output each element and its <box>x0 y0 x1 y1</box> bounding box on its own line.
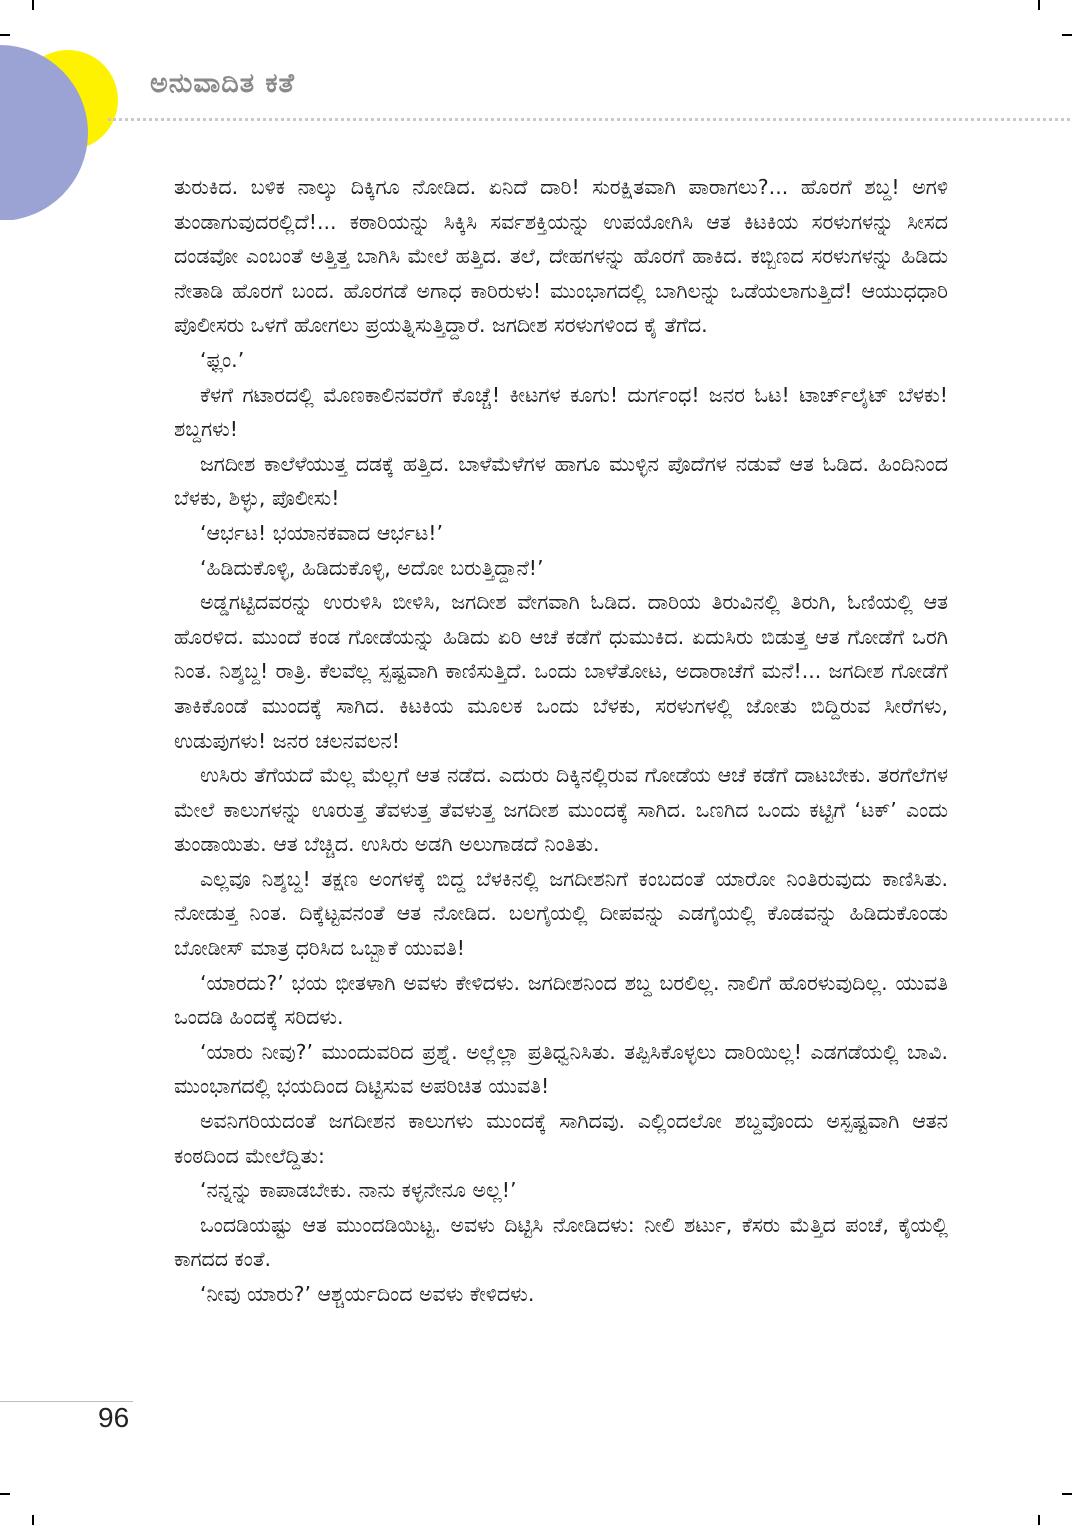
paragraph: ‘ಯಾರದು?’ ಭಯ ಭೀತಳಾಗಿ ಅವಳು ಕೇಳಿದಳು. ಜಗದೀಶನಿಂದ ಶಬ್ದ ಬರಲಿಲ್ಲ. ನಾಲಿಗೆ ಹೊರಳುವುದಿಲ್ಲ. ಯುವತಿ ಒಂದಡಿ ಹಿಂದಕ್ಕೆ ಸರಿದಳು. <box>174 970 948 1030</box>
paragraph: ‘ನೀವು ಯಾರು?’ ಆಶ್ಚರ್ಯದಿಂದ ಅವಳು ಕೇಳಿದಳು. <box>200 1282 535 1306</box>
header-dotted-rule <box>108 118 1070 121</box>
paragraph: ‘ಹಿಡಿದುಕೊಳ್ಳಿ, ಹಿಡಿದುಕೊಳ್ಳಿ, ಅದೋ ಬರುತ್ತಿದ್ದಾನೆ!’ <box>200 555 544 580</box>
decorative-circles <box>0 0 160 220</box>
crop-mark-bottom-right-side <box>1062 1493 1072 1495</box>
paragraph: ಒಂದಡಿಯಷ್ಟು ಆತ ಮುಂದಡಿಯಿಟ್ಟ. ಅವಳು ದಿಟ್ಟಿಸಿ ನೋಡಿದಳು: ನೀಲಿ ಶರ್ಟು, ಕೆಸರು ಮೆತ್ತಿದ ಪಂಚೆ, ಕೈಯಲ್ಲಿ ಕಾಗದದ ಕಂತೆ. <box>174 1212 948 1272</box>
paragraph: ಕೆಳಗೆ ಗಟಾರದಲ್ಲಿ ಮೊಣಕಾಲಿನವರೆಗೆ ಕೊಚ್ಚೆ! ಕೀಟಗಳ ಕೂಗು! ದುರ್ಗಂಧ! ಜನರ ಓಟ! ಟಾರ್ಚ್‌ಲೈಟ್ ಬೆಳಕು! ಶಬ್ದಗಳು! <box>174 382 948 442</box>
paragraph: ಎಲ್ಲವೂ ನಿಶ್ಶಬ್ದ! ತಕ್ಷಣ ಅಂಗಳಕ್ಕೆ ಬಿದ್ದ ಬೆಳಕಿನಲ್ಲಿ ಜಗದೀಶನಿಗೆ ಕಂಬದಂತೆ ಯಾರೋ ನಿಂತಿರುವುದು ಕಾಣಿಸಿತು. ನೋಡುತ್ತ ನಿಂತ. ದಿಕ್ಕೆಟ್ಟವನಂತೆ ಆತ ನೋಡಿದ. ಬಲಗೈಯಲ್ಲಿ ದೀಪವನ್ನು ಎಡಗೈಯಲ್ಲಿ ಕೊಡವನ್ನು ಹಿಡಿದುಕೊಂಡು ಬೋಡೀಸ್ ಮಾತ್ರ ಧರಿಸಿದ ಒಬ್ಬಾಕೆ ಯುವತಿ! <box>174 866 948 961</box>
paragraph: ‘ಫ್ಲಂ.’ <box>200 347 245 372</box>
crop-mark-top-right-side <box>1062 34 1072 36</box>
crop-mark-top-right <box>1038 0 1040 10</box>
paragraph: ಉಸಿರು ತೆಗೆಯದೆ ಮೆಲ್ಲ ಮೆಲ್ಲಗೆ ಆತ ನಡೆದ. ಎದುರು ದಿಕ್ಕಿನಲ್ಲಿರುವ ಗೋಡೆಯ ಆಚೆ ಕಡೆಗೆ ದಾಟಬೇಕು. ತರಗೆಲೆಗಳ ಮೇಲೆ ಕಾಲುಗಳನ್ನು ಊರುತ್ತ ತೆವಳುತ್ತ ತೆವಳುತ್ತ ಜಗದೀಶ ಮುಂದಕ್ಕೆ ಸಾಗಿದ. ಒಣಗಿದ ಒಂದು ಕಟ್ಟಿಗೆ ‘ಟಕ್’ ಎಂದು ತುಂಡಾಯಿತು. ಆತ ಬೆಚ್ಚಿದ. ಉಸಿರು ಅಡಗಿ ಅಲುಗಾಡದೆ ನಿಂತಿತು. <box>174 763 948 857</box>
crop-mark-bottom-right <box>1038 1515 1040 1525</box>
paragraph: ಜಗದೀಶ ಕಾಲೆಳೆಯುತ್ತ ದಡಕ್ಕೆ ಹತ್ತಿದ. ಬಾಳೆಮೆಳೆಗಳ ಹಾಗೂ ಮುಳ್ಳಿನ ಪೊದೆಗಳ ನಡುವೆ ಆತ ಓಡಿದ. ಹಿಂದಿನಿಂದ ಬೆಳಕು, ಶಿಳ್ಳು, ಪೊಲೀಸು! <box>174 451 948 511</box>
paragraph: ‘ಆರ್ಭಟ! ಭಯಾನಕವಾದ ಆರ್ಭಟ!’ <box>200 520 444 545</box>
paragraph: ‘ಯಾರು ನೀವು?’ ಮುಂದುವರಿದ ಪ್ರಶ್ನೆ. ಅಲ್ಲೆಲ್ಲಾ ಪ್ರತಿಧ್ವನಿಸಿತು. ತಪ್ಪಿಸಿಕೊಳ್ಳಲು ದಾರಿಯಿಲ್ಲ! ಎಡಗಡೆಯಲ್ಲಿ ಬಾವಿ. ಮುಂಭಾಗದಲ್ಲಿ ಭಯದಿಂದ ದಿಟ್ಟಿಸುವ ಅಪರಿಚಿತ ಯುವತಿ! <box>174 1039 948 1099</box>
paragraph: ಅಡ್ಡಗಟ್ಟಿದವರನ್ನು ಉರುಳಿಸಿ ಬೀಳಿಸಿ, ಜಗದೀಶ ವೇಗವಾಗಿ ಓಡಿದ. ದಾರಿಯ ತಿರುವಿನಲ್ಲಿ ತಿರುಗಿ, ಓಣಿಯಲ್ಲಿ ಆತ ಹೊರಳಿದ. ಮುಂದೆ ಕಂಡ ಗೋಡೆಯನ್ನು ಹಿಡಿದು ಏರಿ ಆಚೆ ಕಡೆಗೆ ಧುಮುಕಿದ. ಏದುಸಿರು ಬಿಡುತ್ತ ಆತ ಗೋಡೆಗೆ ಒರಗಿ ನಿಂತ. ನಿಶ್ಶಬ್ದ! ರಾತ್ರಿ. ಕೆಲವೆಲ್ಲ ಸ್ಪಷ್ಟವಾಗಿ ಕಾಣಿಸುತ್ತಿದೆ. ಒಂದು ಬಾಳೆತೋಟ, ಅದಾರಾಚೆಗೆ ಮನೆ!... ಜಗದೀಶ ಗೋಡೆಗೆ ತಾಕಿಕೊಂಡೆ ಮುಂದಕ್ಕೆ ಸಾಗಿದ. ಕಿಟಕಿಯ ಮೂಲಕ ಒಂದು ಬೆಳಕು, ಸರಳುಗಳಲ್ಲಿ ಜೋತು ಬಿದ್ದಿರುವ ಸೀರೆಗಳು, ಉಡುಪುಗಳು! ಜನರ ಚಲನವಲನ! <box>174 590 948 753</box>
crop-mark-bottom-left <box>32 1515 34 1525</box>
page-number: 96 <box>98 1402 130 1433</box>
paragraph: ಅವನಿಗರಿಯದಂತೆ ಜಗದೀಶನ ಕಾಲುಗಳು ಮುಂದಕ್ಕೆ ಸಾಗಿದವು. ಎಲ್ಲಿಂದಲೋ ಶಬ್ದವೊಂದು ಅಸ್ಪಷ್ಟವಾಗಿ ಆತನ ಕಂಠದಿಂದ ಮೇಲೆದ್ದಿತು: <box>174 1109 948 1168</box>
paragraph: ‘ನನ್ನನ್ನು ಕಾಪಾಡಬೇಕು. ನಾನು ಕಳ್ಳನೇನೂ ಅಲ್ಲ!’ <box>200 1178 517 1203</box>
section-title: ಅನುವಾದಿತ ಕತೆ <box>150 68 295 99</box>
paragraph: ತುರುಕಿದ. ಬಳಿಕ ನಾಲ್ಕು ದಿಕ್ಕಿಗೂ ನೋಡಿದ. ಏನಿದೆ ದಾರಿ! ಸುರಕ್ಷಿತವಾಗಿ ಪಾರಾಗಲು?... ಹೊರಗೆ ಶಬ್ದ! ಅಗಳಿ ತುಂಡಾಗುವುದರಲ್ಲಿದೆ!... ಕಠಾರಿಯನ್ನು ಸಿಕ್ಕಿಸಿ ಸರ್ವಶಕ್ತಿಯನ್ನು ಉಪಯೋಗಿಸಿ ಆತ ಕಿಟಕಿಯ ಸರಳುಗಳನ್ನು ಸೀಸದ ದಂಡವೋ ಎಂಬಂತೆ ಅತ್ತಿತ್ತ ಬಾಗಿಸಿ ಮೇಲೆ ಹತ್ತಿದ. ತಲೆ, ದೇಹಗಳನ್ನು ಹೊರಗೆ ಹಾಕಿದ. ಕಬ್ಬಿಣದ ಸರಳುಗಳನ್ನು ಹಿಡಿದು ನೇತಾಡಿ ಹೊರಗೆ ಬಂದ. ಹೊರಗಡೆ ಅಗಾಧ ಕಾರಿರುಳು! ಮುಂಭಾಗದಲ್ಲಿ ಬಾಗಿಲನ್ನು ಒಡೆಯಲಾಗುತ್ತಿದೆ! ಆಯುಧಧಾರಿ ಪೊಲೀಸರು ಒಳಗೆ ಹೋಗಲು ಪ್ರಯತ್ನಿಸುತ್ತಿದ್ದಾರೆ. ಜಗದೀಶ ಸರಳುಗಳಿಂದ ಕೈ ತೆಗೆದ. <box>174 175 948 338</box>
story-body <box>174 170 948 1312</box>
crop-mark-bottom-left-side <box>0 1493 10 1495</box>
